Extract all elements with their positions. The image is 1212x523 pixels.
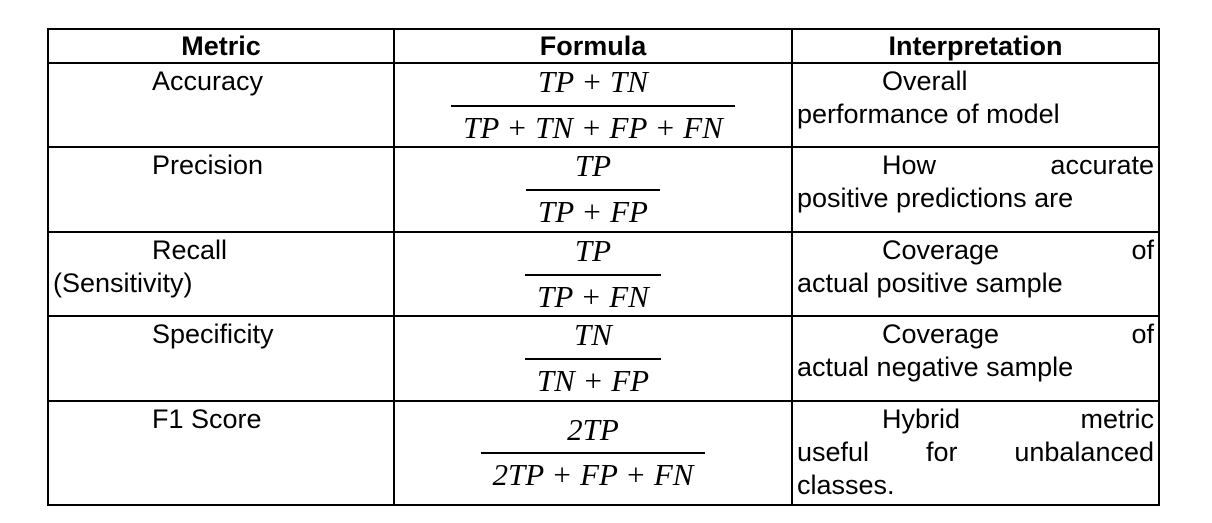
- interpretation-cell: [792, 316, 1159, 400]
- interpretation-line: How accurate: [882, 150, 1154, 181]
- metric-label-line: F1 Score: [152, 403, 262, 434]
- metric-label-line: (Sensitivity): [53, 267, 193, 298]
- formula-cell: [394, 63, 792, 147]
- interpretation-cell: [792, 147, 1159, 231]
- table-row: [48, 401, 1159, 505]
- interpretation-line: positive predictions are: [797, 183, 1074, 214]
- header-row: [48, 29, 1159, 63]
- fraction-numerator: TN: [574, 317, 612, 353]
- fraction-denominator: TN + FP: [525, 358, 661, 399]
- interpretation-cell: [792, 232, 1159, 316]
- metric-cell: [48, 63, 394, 147]
- formula-cell: [394, 232, 792, 316]
- interpretation-line: Coverage of: [882, 319, 1154, 350]
- metric-cell: [48, 147, 394, 231]
- metric-label-line: Specificity: [152, 319, 274, 350]
- interpretation-cell: [792, 63, 1159, 147]
- fraction-numerator: 2TP: [567, 411, 619, 447]
- fraction-numerator: TP: [574, 232, 612, 268]
- header-cell-metric: Metric: [48, 29, 394, 63]
- header-cell-formula: Formula: [394, 29, 792, 63]
- table-row: [48, 316, 1159, 400]
- table-row: [48, 147, 1159, 231]
- fraction-numerator: TP: [574, 148, 612, 184]
- formula-cell: [394, 401, 792, 505]
- formula-cell: [394, 316, 792, 400]
- interpretation-line: Coverage of: [882, 234, 1154, 265]
- formula-fraction: [526, 149, 660, 229]
- header-cell-interpretation: Interpretation: [792, 29, 1159, 63]
- interpretation-cell: [792, 401, 1159, 505]
- interpretation-line: useful for unbalanced: [797, 436, 1154, 467]
- interpretation-line: actual positive sample: [797, 267, 1063, 298]
- table-row: [48, 63, 1159, 147]
- fraction-denominator: TP + TN + FP + FN: [451, 105, 735, 146]
- fraction-numerator: TP + TN: [538, 64, 648, 99]
- metric-cell: [48, 232, 394, 316]
- metric-cell: [48, 316, 394, 400]
- table-row: [48, 232, 1159, 316]
- metric-cell: [48, 401, 394, 505]
- interpretation-line: Overall: [882, 66, 968, 96]
- interpretation-line: actual negative sample: [797, 352, 1074, 383]
- fraction-denominator: TP + FN: [525, 274, 661, 315]
- fraction-denominator: TP + FP: [526, 189, 660, 230]
- interpretation-line: Hybrid metric: [882, 403, 1154, 434]
- fraction-denominator: 2TP + FP + FN: [481, 452, 706, 493]
- formula-fraction: [481, 413, 706, 493]
- metric-label-line: Precision: [152, 150, 264, 181]
- formula-fraction: [525, 234, 661, 314]
- interpretation-line: classes.: [797, 469, 895, 500]
- formula-cell: [394, 147, 792, 231]
- interpretation-line: performance of model: [797, 99, 1060, 129]
- metric-label-line: Accuracy: [152, 66, 264, 96]
- metric-label-line: Recall: [152, 234, 228, 265]
- metrics-table: [47, 28, 1160, 506]
- formula-fraction: [451, 65, 735, 145]
- formula-fraction: [525, 318, 661, 398]
